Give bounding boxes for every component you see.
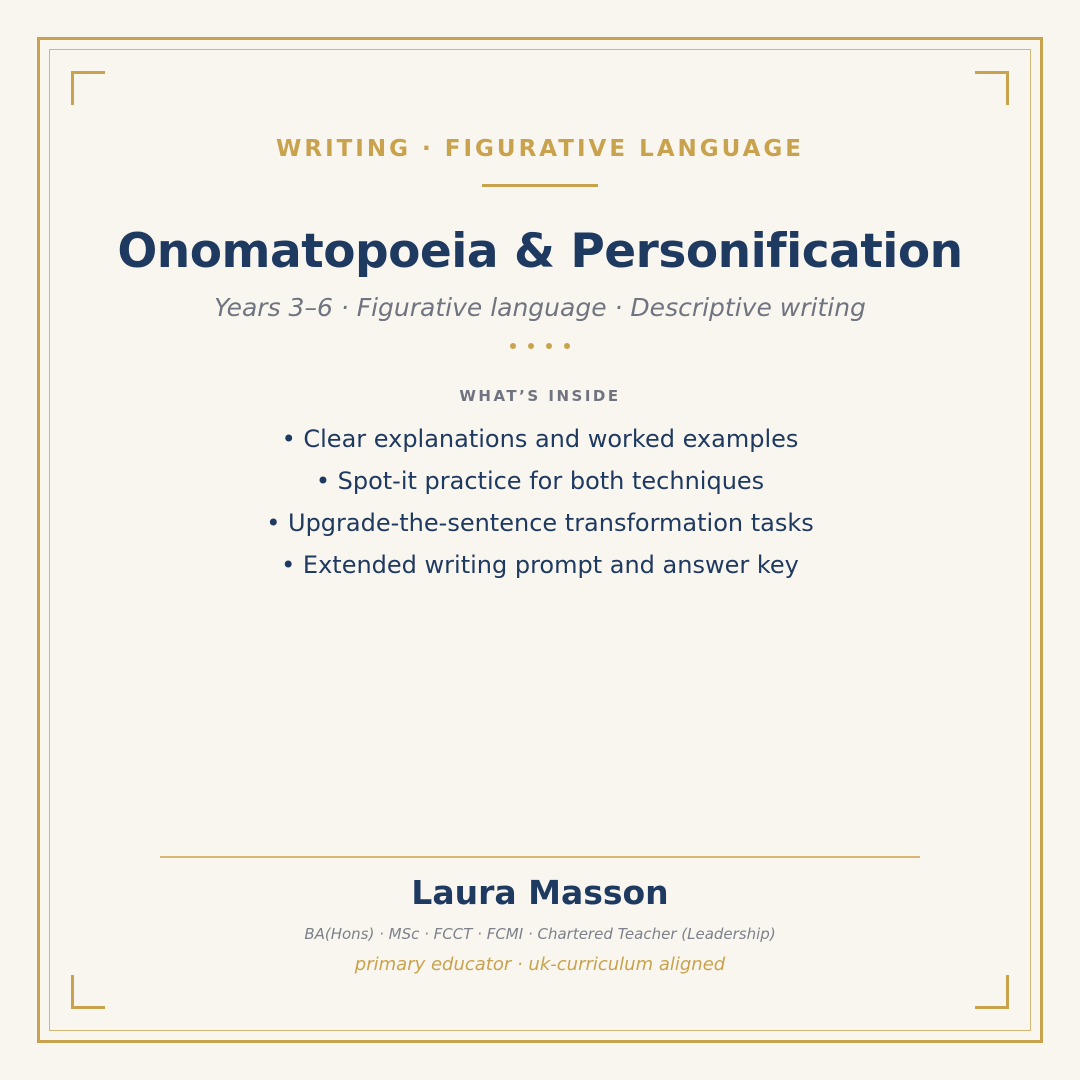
feature-item: • Extended writing prompt and answer key bbox=[281, 551, 799, 579]
divider-dot bbox=[528, 343, 534, 349]
feature-item: • Spot-it practice for both techniques bbox=[315, 467, 765, 495]
divider-dot bbox=[510, 343, 516, 349]
footer-divider bbox=[160, 856, 920, 858]
whats-inside-label: WHAT’S INSIDE bbox=[459, 387, 621, 405]
kicker-divider bbox=[482, 184, 598, 187]
divider-dot bbox=[546, 343, 552, 349]
author-name: Laura Masson bbox=[411, 873, 669, 912]
divider-dot bbox=[564, 343, 570, 349]
author-tagline: primary educator · uk-curriculum aligned bbox=[354, 954, 726, 975]
corner-ornament-bottom-right bbox=[975, 975, 1009, 1009]
corner-ornament-bottom-left bbox=[71, 975, 105, 1009]
feature-item: • Upgrade-the-sentence transformation tasks bbox=[266, 509, 814, 537]
page-subtitle: Years 3–6 · Figurative language · Descriptive writing bbox=[214, 293, 866, 322]
feature-item: • Clear explanations and worked examples bbox=[281, 425, 799, 453]
page-title: Onomatopoeia & Personification bbox=[117, 224, 963, 279]
feature-list bbox=[0, 418, 1080, 586]
dot-divider bbox=[510, 342, 570, 350]
author-credentials: BA(Hons) · MSc · FCCT · FCMI · Chartered Teacher (Leadership) bbox=[304, 925, 776, 943]
category-kicker: WRITING · FIGURATIVE LANGUAGE bbox=[275, 136, 805, 162]
corner-ornament-top-right bbox=[975, 71, 1009, 105]
corner-ornament-top-left bbox=[71, 71, 105, 105]
